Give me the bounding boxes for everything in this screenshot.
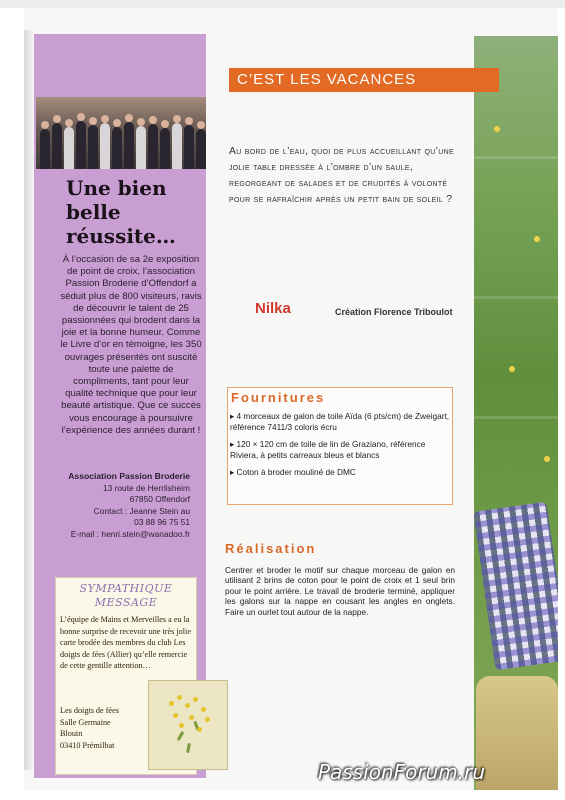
designer-name: Nilka <box>255 300 291 317</box>
signature-line: Les doigts de fées <box>60 706 119 715</box>
signature-line: Salle Germaine <box>60 717 111 727</box>
list-item: ▸ 120 × 120 cm de toile de lin de Graziano, référence Riviera, à petits carreaux bleus et blancs <box>230 439 452 462</box>
message-signature <box>60 705 130 751</box>
list-item: ▸ 4 morceaux de galon de toile Aïda (6 pts/cm) de Zweigart, référence 7411/3 coloris écru <box>230 411 452 434</box>
association-street: 13 route de Herrlisheim <box>102 482 190 493</box>
intro-text: Au bord de l’eau, quoi de plus accueillant qu’une jolie table dressée à l’ombre d’un saule, regorgeant de salades et de crudités à volonté pour se rafraîchir après un petit bain de soleil ? <box>229 146 454 205</box>
creation-credit: Création Florence Triboulot <box>335 307 453 317</box>
picnic-photo <box>474 36 558 790</box>
instructions-text: Centrer et broder le motif sur chaque morceau de galon en utilisant 2 brins de coton pour le point de croix et 1 seul brin pour le point arrière. Le travail de broderie terminé, appliquer les galons sur la nappe en cousant les angles en onglets. Faire un ourlet tout autour de la nappe. <box>225 565 455 617</box>
wicker-basket <box>476 676 558 790</box>
association-email: E-mail : henri.stein@wanadoo.fr <box>70 528 190 539</box>
group-photo <box>36 97 206 169</box>
page-title: C’EST LES VACANCES <box>237 71 417 88</box>
signature-line: 03410 Prémilbat <box>60 740 115 750</box>
signature-line: Blouin <box>60 729 83 739</box>
page-gutter-shadow <box>24 30 34 770</box>
sidebar-article <box>60 254 202 437</box>
mimosa-embroidery-image <box>148 680 228 770</box>
association-city: 67850 Offendorf <box>129 494 190 504</box>
message-body: L’équipe de Mains et Merveilles a eu la bonne surprise de recevoir une très jolie carte brodée des membres du club Les doigts de fées (Allier) qu’elle remercie de cette gentille attention… <box>60 615 191 671</box>
association-phone: 03 88 96 75 51 <box>134 517 190 527</box>
message-title: SYMPATHIQUE MESSAGE <box>79 582 173 609</box>
association-contact-line: Contact : Jeanne Stein au <box>93 505 190 516</box>
sidebar-paragraph: À l’occasion de sa 2e exposition de point de croix, l’association Passion Broderie d’Offendorf a séduit plus de 800 visiteurs, ravis de découvrir le talent de 25 passionnées qui brodent dans la joie et la bonne humeur. Comme le Livre d’or en témoigne, les 350 ouvrages présentés ont suscité toute une palette de compliments, tant pour leur qualité technique que pour leur beauté artistique. Que ce succès vous encourage à poursuivre l’expérience des années durant ! <box>60 254 202 436</box>
list-item: ▸ Coton à broder mouliné de DMC <box>230 467 452 478</box>
checkered-tablecloth <box>474 502 558 671</box>
sidebar-headline: Une bien belle réussite… <box>66 176 176 248</box>
scan-border <box>0 0 565 8</box>
association-contact <box>60 471 190 540</box>
instructions-title: Réalisation <box>225 541 317 556</box>
supplies-title: Fournitures <box>231 390 326 405</box>
association-name: Association Passion Broderie <box>68 471 190 481</box>
site-watermark: PassionForum.ru <box>318 760 486 784</box>
supplies-list <box>230 411 452 483</box>
